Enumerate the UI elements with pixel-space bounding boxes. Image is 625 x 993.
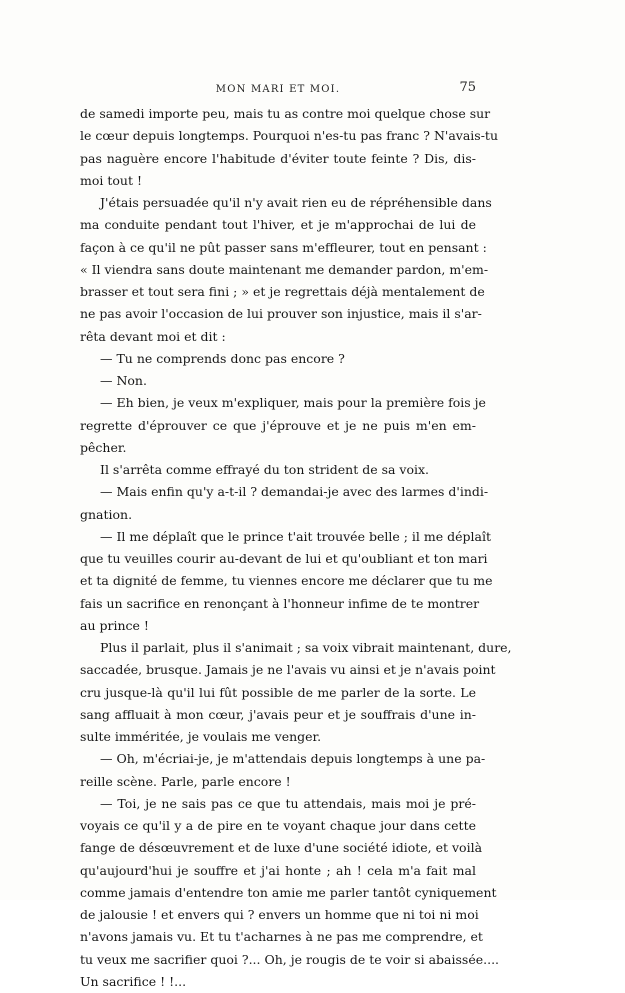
text-line: au prince !: [80, 617, 149, 633]
text-line: façon à ce qu'il ne pût passer sans m'effleurer, tout en pensant :: [80, 239, 487, 255]
text-line: comme jamais d'entendre ton amie me parler tantôt cyniquement: [80, 884, 497, 900]
text-line: regrette d'éprouver ce que j'éprouve et je ne puis m'en em-: [80, 417, 476, 433]
text-line: pêcher.: [80, 439, 127, 455]
text-line: — Il me déplaît que le prince t'ait trouvée belle ; il me déplaît: [100, 528, 491, 544]
text-line: gnation.: [80, 506, 133, 522]
text-line: brasser et tout sera fini ; » et je regrettais déjà mentalement de: [80, 284, 485, 299]
text-line: Plus il parlait, plus il s'animait ; sa voix vibrait maintenant, dure,: [100, 640, 512, 655]
text-line: moi tout !: [80, 172, 142, 188]
text-line: de jalousie ! et envers qui ? envers un homme que ni toi ni moi: [80, 907, 479, 922]
text-line: et ta dignité de femme, tu viennes encore me déclarer que tu me: [80, 573, 493, 589]
text-line: — Toi, je ne sais pas ce que tu attendais, mais moi je pré-: [100, 795, 476, 811]
text-line: n'avons jamais vu. Et tu t'acharnes à ne pas me comprendre, et: [80, 929, 483, 945]
text-line: de samedi importe peu, mais tu as contre moi quelque chose sur: [80, 106, 491, 121]
text-line: tu veux me sacrifier quoi ?... Oh, je rougis de te voir si abaissée....: [80, 951, 500, 967]
text-line: sulte imméritée, je voulais me venger.: [80, 729, 322, 744]
body-text: [80, 103, 512, 993]
text-line: que tu veuilles courir au-devant de lui et qu'oubliant et ton mari: [80, 551, 488, 566]
text-line: « Il viendra sans doute maintenant me demander pardon, m'em-: [80, 261, 489, 277]
running-title: MON MARI ET MOI.: [215, 84, 341, 95]
text-line: sang affluait à mon cœur, j'avais peur et je souffrais d'une in-: [80, 706, 476, 722]
text-line: — Eh bien, je veux m'expliquer, mais pour la première fois je: [100, 395, 486, 411]
text-line: Il s'arrêta comme effrayé du ton strident de sa voix.: [100, 462, 430, 477]
text-line: voyais ce qu'il y a de pire en te voyant chaque jour dans cette: [80, 818, 476, 833]
text-line: cru jusque-là qu'il lui fût possible de me parler de la sorte. Le: [80, 684, 476, 700]
text-line: fais un sacrifice en renonçant à l'honneur infime de te montrer: [80, 595, 480, 611]
text-line: le cœur depuis longtemps. Pourquoi n'es-tu pas franc ? N'avais-tu: [80, 128, 498, 144]
text-line: J'étais persuadée qu'il n'y avait rien eu de répréhensible dans: [100, 195, 492, 210]
text-line: — Oh, m'écriai-je, je m'attendais depuis longtemps à une pa-: [100, 751, 486, 767]
text-line: — Mais enfin qu'y a-t-il ? demandai-je avec des larmes d'indi-: [100, 484, 489, 500]
text-line: — Tu ne comprends donc pas encore ?: [100, 350, 345, 366]
text-line: ne pas avoir l'occasion de lui prouver son injustice, mais il s'ar-: [80, 306, 482, 322]
text-line: rêta devant moi et dit :: [80, 328, 226, 344]
text-line: pas naguère encore l'habitude d'éviter toute feinte ? Dis, dis-: [80, 150, 476, 166]
text-line: qu'aujourd'hui je souffre et j'ai honte ; ah ! cela m'a fait mal: [80, 862, 476, 878]
page-number: 75: [459, 80, 476, 95]
text-line: saccadée, brusque. Jamais je ne l'avais vu ainsi et je n'avais point: [80, 662, 496, 678]
text-line: — Non.: [100, 373, 147, 388]
text-line: ma conduite pendant tout l'hiver, et je m'approchai de lui de: [80, 217, 476, 233]
text-line: Un sacrifice ! !...: [80, 973, 187, 989]
text-line: reille scène. Parle, parle encore !: [80, 773, 291, 789]
running-head: [80, 80, 476, 100]
text-line: fange de désœuvrement et de luxe d'une société idiote, et voilà: [80, 840, 483, 856]
